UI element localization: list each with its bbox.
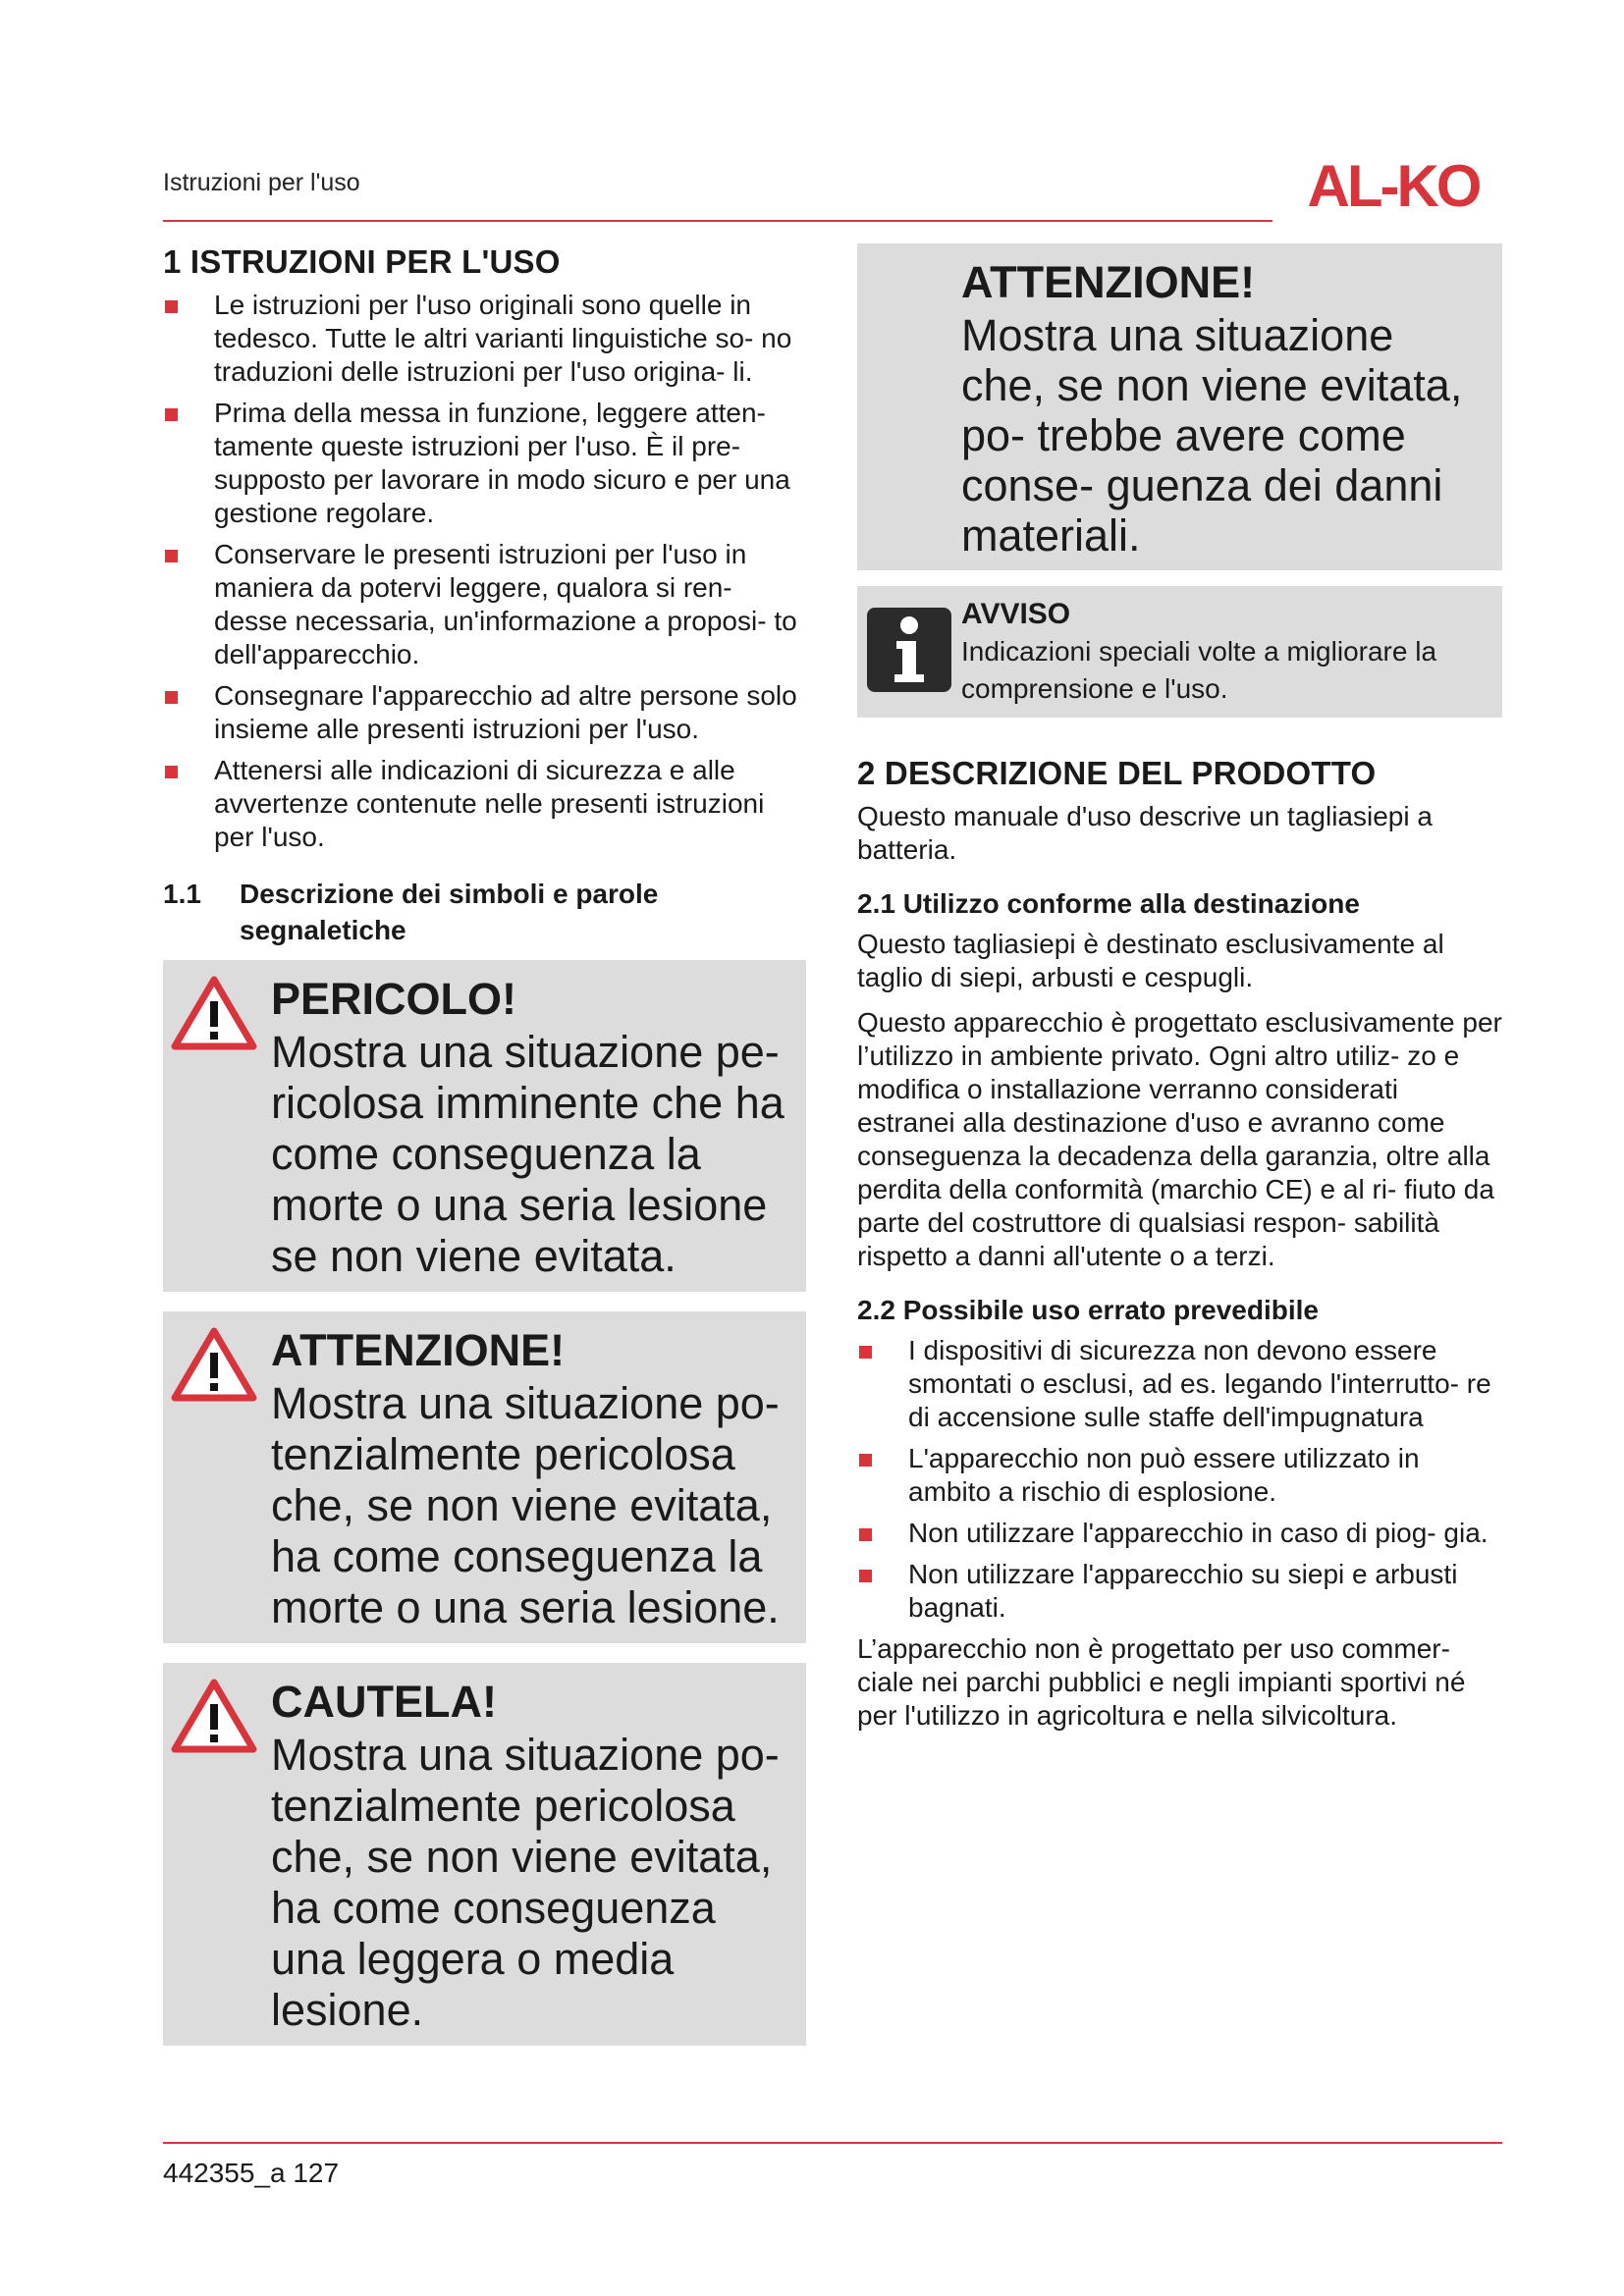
section-2-1-paragraph: Questo apparecchio è progettato esclusivamente per l’utilizzo in ambiente privato. Ogni altro utiliz- zo e modifica o installazione verranno considerati estranei alla destinazione d'uso e avranno come conseguenza la decadenza della garanzia, oltre alla perdita della conformità (marchio CE) e al ri- fiuto da parte del costruttore di qualsiasi respon- sabilità rispetto a danni all'utente o a terzi. [857, 1007, 1502, 1271]
list-item-text: Le istruzioni per l'uso originali sono quelle in tedesco. Tutte le altri varianti linguistiche so- no traduzioni delle istruzioni per l'uso origina- li. [214, 290, 792, 387]
bullet-square-icon [165, 300, 178, 313]
section-2-1-paragraph: Questo tagliasiepi è destinato esclusivamente al taglio di siepi, arbusti e cespugli. [857, 929, 1444, 992]
list-item [163, 397, 806, 530]
warning-title: ATTENZIONE! [271, 1325, 566, 1375]
caution-box [163, 1663, 806, 2046]
danger-title: PERICOLO! [271, 974, 517, 1024]
bullet-square-icon [165, 766, 178, 778]
bullet-square-icon [859, 1570, 872, 1582]
notice-title: AVVISO [961, 598, 1071, 630]
footer-divider [163, 2142, 1502, 2144]
section-2-2-closing: L’apparecchio non è progettato per uso commer- ciale nei parchi pubblici e negli impianti sportivi né per l'utilizzo in agricoltura e nella silvicoltura. [857, 1633, 1466, 1731]
list-item [857, 1442, 1502, 1509]
list-item-text: Consegnare l'apparecchio ad altre persone solo insieme alle presenti istruzioni per l'uso. [214, 680, 797, 744]
list-item-text: I dispositivi di sicurezza non devono essere smontati o esclusi, ad es. legando l'interrutto- re di accensione sulle staffe dell'impugnatura [908, 1335, 1491, 1432]
bullet-square-icon [165, 691, 178, 704]
right-column [857, 243, 1502, 1744]
list-item-text: Conservare le presenti istruzioni per l'uso in maniera da potervi leggere, qualora si ren- desse necessaria, un'informazione a proposi- to dell'apparecchio. [214, 539, 797, 669]
warning-triangle-icon [169, 974, 259, 1054]
section-1-1-title-line2: segnaletiche [240, 915, 406, 945]
warning-text: Mostra una situazione po- tenzialmente pericolosa che, se non viene evitata, ha come conseguenza la morte o una seria lesione. [271, 1378, 780, 1632]
section-1-1-title-line1: Descrizione dei simboli e parole [240, 879, 659, 909]
material-warning-title: ATTENZIONE! [961, 257, 1256, 307]
list-item [163, 289, 806, 389]
header-divider [163, 220, 1272, 222]
section-2-2-heading: 2.2 Possibile uso errato prevedibile [857, 1295, 1319, 1325]
section-2-intro: Questo manuale d'uso descrive un tagliasiepi a batteria. [857, 801, 1433, 865]
section-1-heading: 1 ISTRUZIONI PER L'USO [163, 243, 561, 280]
list-item-text: Prima della messa in funzione, leggere atten- tamente queste istruzioni per l'uso. È il pre- supposto per lavorare in modo sicuro e per una gestione regolare. [214, 398, 790, 528]
notice-box [857, 586, 1502, 718]
list-item [857, 1334, 1502, 1434]
section-2-2-list [857, 1334, 1502, 1625]
list-item-text: Attenersi alle indicazioni di sicurezza e alle avvertenze contenute nelle presenti istruzioni per l'uso. [214, 755, 765, 852]
bullet-square-icon [859, 1346, 872, 1359]
list-item [857, 1558, 1502, 1625]
list-item-text: Non utilizzare l'apparecchio in caso di piog- gia. [908, 1518, 1489, 1548]
alko-logo [1284, 157, 1502, 214]
material-warning-box [857, 243, 1502, 570]
notice-text: Indicazioni speciali volte a migliorare la comprensione e l'uso. [961, 636, 1437, 704]
section-1-list [163, 289, 806, 854]
bullet-square-icon [165, 408, 178, 421]
list-item [163, 538, 806, 671]
caution-text: Mostra una situazione po- tenzialmente pericolosa che, se non viene evitata, ha come conseguenza una leggera o media lesione. [271, 1730, 780, 2035]
section-1-1-heading [163, 876, 806, 948]
footer-page-number: 442355_a 127 [163, 2158, 340, 2188]
section-1-1-number: 1.1 [163, 879, 201, 909]
list-item [163, 679, 806, 746]
left-column [163, 243, 806, 2065]
material-warning-text: Mostra una situazione che, se non viene evitata, po- trebbe avere come conse- guenza dei danni materiali. [961, 310, 1463, 561]
bullet-square-icon [165, 550, 178, 562]
info-icon [867, 608, 951, 692]
section-2-1-heading: 2.1 Utilizzo conforme alla destinazione [857, 888, 1360, 919]
danger-text: Mostra una situazione pe- ricolosa imminente che ha come conseguenza la morte o una seria lesione se non viene evitata. [271, 1027, 785, 1281]
list-item-text: Non utilizzare l'apparecchio su siepi e arbusti bagnati. [908, 1559, 1458, 1623]
section-2-heading: 2 DESCRIZIONE DEL PRODOTTO [857, 755, 1377, 791]
list-item-text: L'apparecchio non può essere utilizzato in ambito a rischio di esplosione. [908, 1443, 1420, 1507]
list-item [857, 1517, 1502, 1550]
list-item [163, 754, 806, 854]
caution-title: CAUTELA! [271, 1677, 497, 1727]
warning-triangle-icon [169, 1677, 259, 1757]
warning-box [163, 1311, 806, 1643]
alko-logo-text: AL-KO [1307, 157, 1480, 214]
danger-box [163, 960, 806, 1292]
header-label: Istruzioni per l'uso [163, 169, 360, 196]
bullet-square-icon [859, 1528, 872, 1541]
bullet-square-icon [859, 1454, 872, 1467]
warning-triangle-icon [169, 1325, 259, 1406]
